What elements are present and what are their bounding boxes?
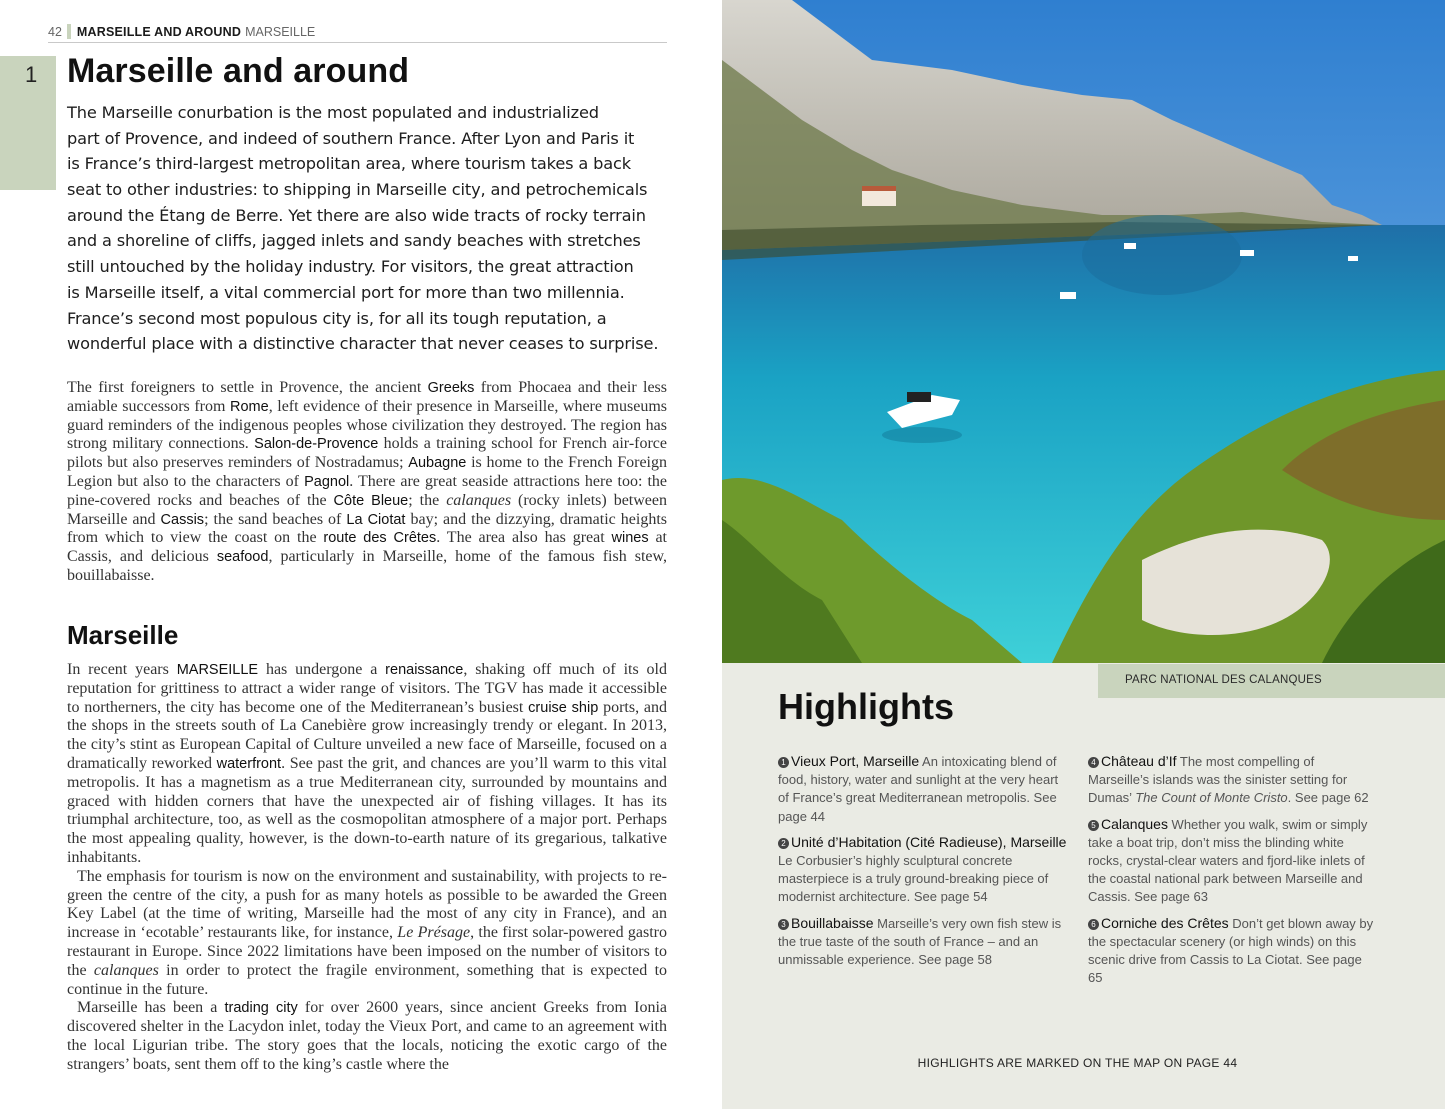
keyword: Salon-de-Provence (254, 436, 379, 453)
highlight-number-badge: 2 (778, 838, 789, 849)
house-roof (862, 186, 896, 191)
text-run: , the first solar-powered gastro restaurant in Europe. Since 2022 limitations have been imposed on the number of visitors to the (67, 924, 667, 979)
text-run: . See past the grit, and chances are you’ll warm to this vital metropolis. It has a magnetism as a true Mediterranean city, surrounded by mountains and graced with hidden corners that have the unexpected air of fishing villages. It has its triumphal architecture, too, as well as the cosmopolitan atmosphere of a major port. Perhaps the most appealing quality, however, is the down-to-earth nature of its gregarious, talkative inhabitants. (67, 754, 668, 866)
small-boat (1060, 292, 1076, 299)
highlight-description: Don’t get blown away by the spectacular scenery (or high winds) on this scenic drive from Cassis to La Ciotat. See page 65 (1088, 915, 1374, 986)
boat-shadow (882, 427, 962, 443)
text-run: for over 2600 years, since ancient Greeks from Ionia discovered shelter in the Lacydon inlet, today the Vieux Port, and came to an agreement with the local Ligurian tribe. The story goes that the locals, noticing the exotic cargo of the strangers’ boats, sent them off to the king’s castle where the (67, 999, 667, 1073)
header-subsection: MARSEILLE (245, 25, 316, 39)
highlight-description: An intoxicating blend of food, history, water and sunlight at the very heart of France’s great Mediterranean metropolis. See page 44 (778, 754, 1059, 824)
text-run: ; the (408, 491, 447, 509)
left-page (0, 0, 722, 1109)
text-run: Marseille has been a (77, 999, 225, 1017)
highlight-description: Whether you walk, swim or simply take a boat trip, don’t miss the blinding white rocks, crystal-clear waters and fjord-like inlets of the coastal national park between Marseille and Cassis. See page 63 (1088, 816, 1368, 905)
text-run: . The area also has great (436, 529, 612, 547)
highlight-description: The most compelling of Marseille’s islands was the sinister setting for Dumas’ (1088, 754, 1348, 806)
highlight-description: Marseille’s very own fish stew is the true taste of the south of France – and an unmissable experience. See page 58 (778, 915, 1062, 968)
highlights-title: Highlights (778, 686, 954, 727)
caption-band (1098, 664, 1445, 698)
highlight-name: Château d’If (1101, 753, 1177, 769)
intro-line: The Marseille conurbation is the most populated and industrialized (67, 103, 599, 122)
highlight-item (778, 833, 1068, 907)
highlight-item (1088, 752, 1378, 808)
text-run: . There are great seaside attractions here too: the pine-covered rocks and beaches of the (67, 472, 667, 509)
highlight-item (778, 914, 1068, 970)
text-run: is home to the French Foreign Legion but also to the characters of (67, 454, 667, 490)
right-page (722, 0, 1445, 1109)
intro-line: and a shoreline of cliffs, jagged inlets and sandy beaches with stretches (67, 231, 641, 251)
text-run: The first foreigners to settle in Provence, the ancient (67, 379, 428, 396)
keyword: trading city (224, 1000, 298, 1017)
text-run: , particularly in Marseille, home of the famous fish stew, bouillabaisse. (67, 548, 668, 584)
highlights-column-2 (1088, 752, 1378, 994)
photo-caption: PARC NATIONAL DES CALANQUES (1125, 674, 1322, 686)
keyword: cruise ship (528, 699, 599, 716)
highlight-number-badge: 5 (1088, 820, 1099, 831)
text-run: holds a training school for French air-force pilots but also preserves reminders of Nostradamus; (67, 435, 668, 472)
keyword: Aubagne (408, 455, 467, 472)
running-header (48, 24, 667, 43)
text-run: , left evidence of their presence in Marseille, where museums guard reminders of the indigenous peoples whose civilization they destroyed. The region has strong military connections. (67, 397, 667, 453)
marseille-paragraph (67, 868, 667, 1000)
highlight-name: Calanques (1101, 815, 1168, 832)
highlight-number-badge: 4 (1088, 757, 1099, 768)
intro-line: around the Étang de Berre. Yet there are also wide tracts of rocky terrain (67, 205, 646, 225)
text-run: ports, and the shops in the streets south of La Canebière grow increasingly trendy or elegant. In 2013, the city’s stint as European Capital of Culture unveiled a new face of Marseille, focused on a dramatically reworked (67, 698, 668, 772)
highlight-number-badge: 1 (778, 757, 789, 768)
header-divider (67, 24, 71, 39)
italic-term: Le Présage (397, 924, 471, 942)
text-run: has undergone a (258, 661, 386, 678)
page-number: 42 (48, 25, 62, 39)
intro-line: is Marseille itself, a vital commercial port for more than two millennia. (67, 282, 625, 302)
chapter-title: Marseille and around (67, 52, 410, 90)
highlight-number-badge: 6 (1088, 919, 1099, 930)
intro-line: France’s second most populous city is, for all its tough reputation, a (67, 308, 607, 328)
text-run: from Phocaea and their less amiable successors from (67, 379, 668, 415)
calanques-photo (722, 0, 1445, 663)
highlight-name: Corniche des Crêtes (1101, 914, 1229, 931)
chapter-number: 1 (25, 62, 38, 87)
keyword: Greeks (427, 380, 475, 396)
keyword: waterfront (216, 755, 282, 772)
keyword: Rome (230, 398, 269, 415)
keyword: route des Crêtes (323, 530, 437, 547)
keyword: Côte Bleue (333, 492, 409, 509)
italic-term: calanques (93, 961, 159, 979)
text-run: In recent years (67, 661, 177, 678)
keyword: Cassis (160, 511, 205, 528)
section-heading: Marseille (67, 620, 179, 650)
highlight-name: Vieux Port, Marseille (791, 753, 920, 769)
small-boat (1240, 250, 1254, 256)
marseille-body (67, 661, 667, 1075)
highlight-item (1088, 914, 1378, 988)
small-boat (1348, 256, 1358, 261)
keyword: La Ciotat (346, 511, 406, 528)
text-run: , shaking off much of its old reputation for grittiness to attract a wider range of visitors. The TGV has made it accessible to northerners, the city has become one of the Mediterranean’s busiest (67, 661, 668, 716)
highlight-item (778, 752, 1068, 826)
map-note-text: HIGHLIGHTS ARE MARKED ON THE MAP ON PAGE 44 (917, 1056, 1238, 1070)
intro-line: part of Provence, and indeed of southern France. After Lyon and Paris it (67, 128, 635, 148)
italic-term: calanques (446, 491, 512, 509)
highlight-page-ref: . See page 62 (1287, 790, 1369, 806)
text-run: The emphasis for tourism is now on the environment and sustainability, with projects to re-green the centre of the city, a push for as many hotels as possible to be awarded the Green Key Label (at the time of writing, Marseille had the most of any city in France), and an increase in ‘ecotable’ restaurants like, for instance, (67, 867, 667, 942)
intro-line: is France’s third-largest metropolitan area, where tourism takes a back (67, 154, 632, 174)
chapter-tab (0, 56, 56, 190)
text-run: (rocky inlets) between Marseille and (67, 491, 667, 528)
header-section: MARSEILLE AND AROUND (76, 25, 242, 39)
keyword: renaissance (385, 662, 464, 678)
highlight-name: Bouillabaisse (791, 914, 874, 931)
keyword: MARSEILLE (176, 662, 259, 678)
map-note (722, 1056, 1445, 1070)
body-paragraph (67, 379, 667, 586)
deep-water (1082, 215, 1242, 295)
highlight-book-title: The Count of Monte Cristo (1135, 790, 1288, 806)
intro-line: seat to other industries: to shipping in Marseille city, and petrochemicals (67, 180, 648, 200)
highlights-column-1 (778, 752, 1068, 976)
intro-line: wonderful place with a distinctive character that never ceases to surprise. (67, 334, 659, 354)
keyword: Pagnol (304, 473, 350, 490)
keyword: wines (611, 530, 649, 547)
highlight-item (1088, 815, 1378, 907)
calanques-illustration (722, 0, 1445, 663)
highlight-description: Le Corbusier’s highly sculptural concrete masterpiece is a truly ground-breaking piece of modernist architecture. See page 54 (778, 853, 1049, 905)
text-run: bay; and the dizzying, dramatic heights from which to view the coast on the (67, 510, 667, 547)
intro-line: still untouched by the holiday industry. For visitors, the great attraction (67, 257, 634, 277)
intro-paragraph (67, 100, 667, 357)
marseille-paragraph (67, 999, 667, 1074)
highlight-number-badge: 3 (778, 919, 789, 930)
text-run: ; the sand beaches of (204, 510, 347, 528)
house (862, 190, 896, 206)
text-run: at Cassis, and delicious (67, 529, 668, 566)
text-run: in order to protect the fragile environment, something that is expected to continue in the future. (67, 961, 668, 998)
small-boat (1124, 243, 1136, 249)
marseille-paragraph (67, 661, 667, 868)
keyword: seafood (216, 549, 269, 566)
motorboat-cabin (907, 392, 931, 402)
highlight-name: Unité d’Habitation (Cité Radieuse), Marseille (791, 833, 1067, 850)
